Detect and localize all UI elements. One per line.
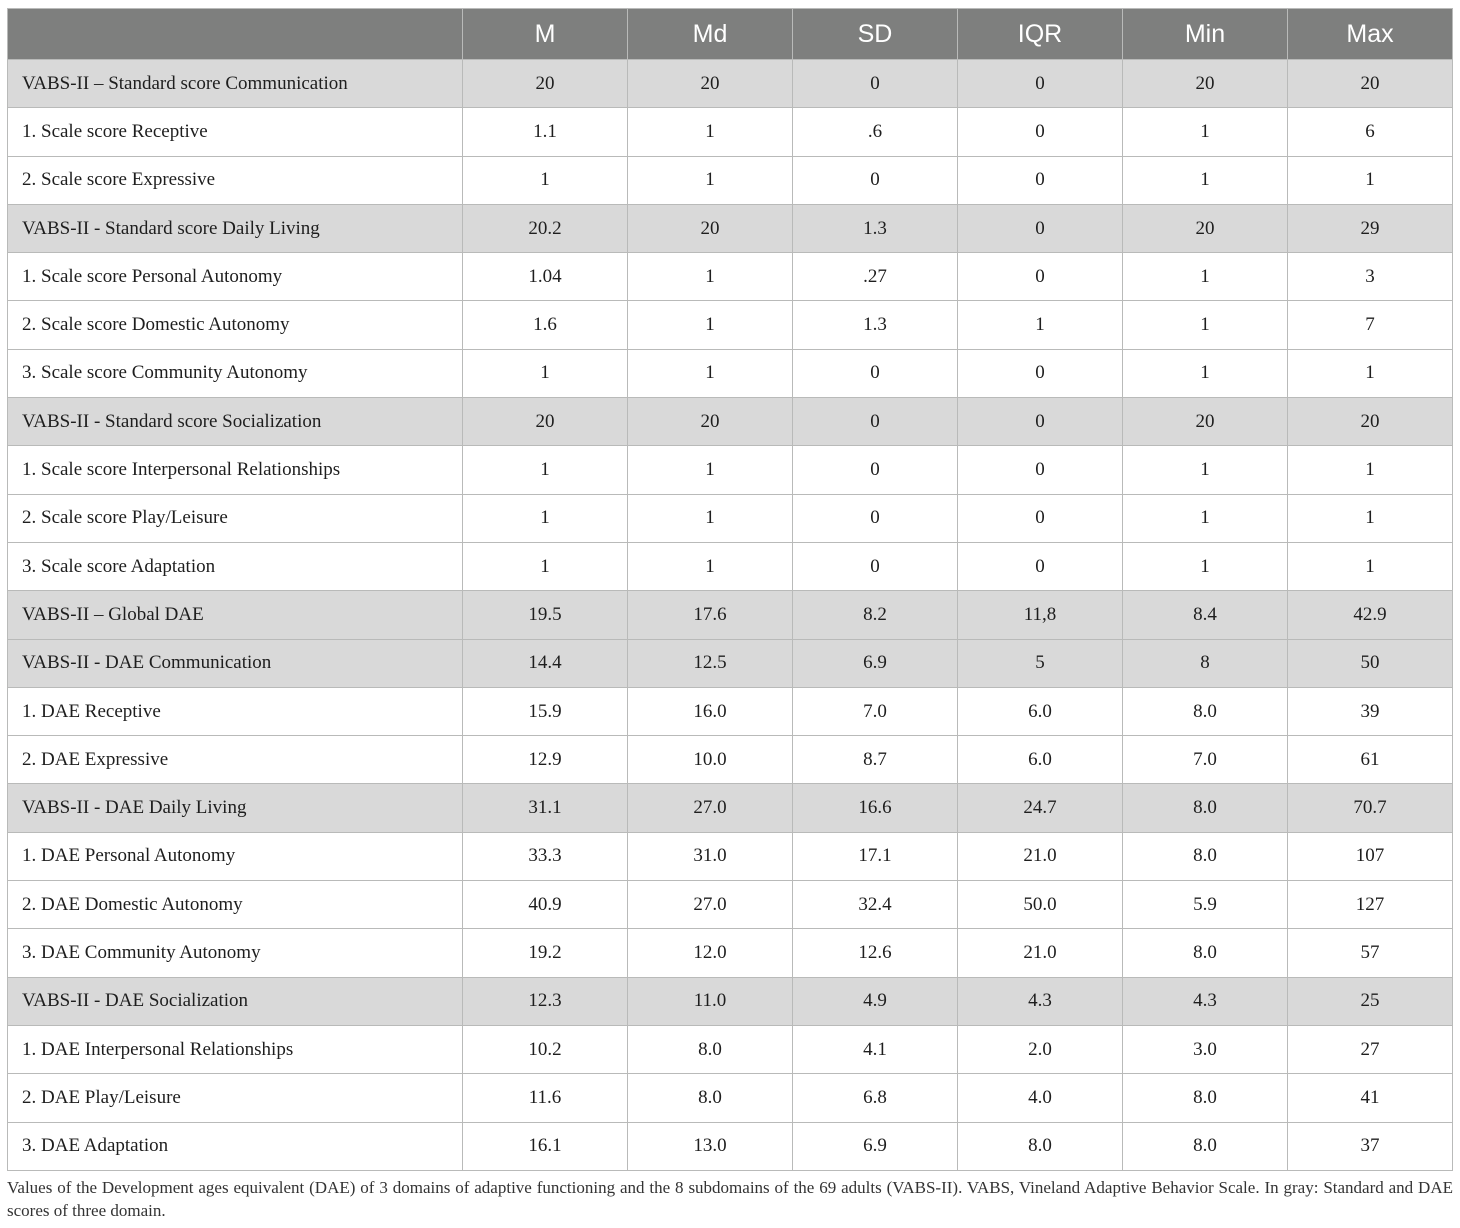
cell-m: 1 — [463, 349, 628, 397]
cell-m: 1 — [463, 446, 628, 494]
header-cell-max: Max — [1288, 9, 1453, 60]
table-container — [7, 8, 1453, 1171]
row-label: VABS-II - DAE Socialization — [8, 977, 463, 1025]
row-label: 2. DAE Expressive — [8, 736, 463, 784]
cell-iqr: 6.0 — [958, 687, 1123, 735]
cell-m: 40.9 — [463, 881, 628, 929]
cell-iqr: 0 — [958, 542, 1123, 590]
table-row — [8, 349, 1453, 397]
cell-iqr: 0 — [958, 108, 1123, 156]
cell-iqr: 4.0 — [958, 1074, 1123, 1122]
cell-min: 4.3 — [1123, 977, 1288, 1025]
cell-md: 1 — [628, 542, 793, 590]
row-label: 2. DAE Domestic Autonomy — [8, 881, 463, 929]
cell-sd: 8.2 — [793, 591, 958, 639]
cell-sd: 8.7 — [793, 736, 958, 784]
table-row — [8, 253, 1453, 301]
table-body — [8, 60, 1453, 1171]
cell-md: 1 — [628, 349, 793, 397]
row-label: VABS-II – Standard score Communication — [8, 60, 463, 108]
cell-sd: 0 — [793, 156, 958, 204]
cell-min: 3.0 — [1123, 1025, 1288, 1073]
cell-m: 12.9 — [463, 736, 628, 784]
header-row — [8, 9, 1453, 60]
cell-sd: 1.3 — [793, 301, 958, 349]
header-cell-min: Min — [1123, 9, 1288, 60]
cell-max: 107 — [1288, 832, 1453, 880]
cell-min: 1 — [1123, 301, 1288, 349]
cell-sd: 4.9 — [793, 977, 958, 1025]
row-label: 1. Scale score Personal Autonomy — [8, 253, 463, 301]
cell-min: 8 — [1123, 639, 1288, 687]
cell-sd: 0 — [793, 398, 958, 446]
table-row — [8, 687, 1453, 735]
cell-m: 12.3 — [463, 977, 628, 1025]
row-label: VABS-II – Global DAE — [8, 591, 463, 639]
cell-m: 20 — [463, 398, 628, 446]
cell-max: 70.7 — [1288, 784, 1453, 832]
row-label: 3. Scale score Community Autonomy — [8, 349, 463, 397]
table-row — [8, 301, 1453, 349]
row-label: 2. DAE Play/Leisure — [8, 1074, 463, 1122]
cell-min: 20 — [1123, 204, 1288, 252]
cell-min: 5.9 — [1123, 881, 1288, 929]
cell-max: 25 — [1288, 977, 1453, 1025]
table-row-domain — [8, 204, 1453, 252]
table-row — [8, 881, 1453, 929]
header-cell-label — [8, 9, 463, 60]
cell-md: 8.0 — [628, 1025, 793, 1073]
table-row-domain — [8, 60, 1453, 108]
cell-sd: 6.9 — [793, 639, 958, 687]
cell-md: 27.0 — [628, 784, 793, 832]
cell-min: 1 — [1123, 253, 1288, 301]
cell-iqr: 11,8 — [958, 591, 1123, 639]
cell-iqr: 0 — [958, 446, 1123, 494]
table-row — [8, 929, 1453, 977]
row-label: 2. Scale score Play/Leisure — [8, 494, 463, 542]
cell-iqr: 50.0 — [958, 881, 1123, 929]
header-cell-sd: SD — [793, 9, 958, 60]
cell-m: 20 — [463, 60, 628, 108]
cell-min: 8.4 — [1123, 591, 1288, 639]
cell-m: 14.4 — [463, 639, 628, 687]
cell-min: 1 — [1123, 349, 1288, 397]
cell-md: 20 — [628, 204, 793, 252]
cell-min: 8.0 — [1123, 687, 1288, 735]
cell-m: 10.2 — [463, 1025, 628, 1073]
cell-min: 1 — [1123, 156, 1288, 204]
cell-iqr: 0 — [958, 60, 1123, 108]
cell-max: 1 — [1288, 542, 1453, 590]
cell-m: 19.2 — [463, 929, 628, 977]
cell-min: 1 — [1123, 446, 1288, 494]
table-row — [8, 494, 1453, 542]
cell-sd: 7.0 — [793, 687, 958, 735]
row-label: 1. Scale score Receptive — [8, 108, 463, 156]
cell-min: 1 — [1123, 542, 1288, 590]
cell-md: 20 — [628, 398, 793, 446]
row-label: VABS-II - DAE Communication — [8, 639, 463, 687]
cell-md: 10.0 — [628, 736, 793, 784]
cell-iqr: 4.3 — [958, 977, 1123, 1025]
cell-md: 12.0 — [628, 929, 793, 977]
table-row — [8, 1074, 1453, 1122]
cell-sd: 4.1 — [793, 1025, 958, 1073]
table-row — [8, 156, 1453, 204]
cell-md: 1 — [628, 108, 793, 156]
cell-max: 29 — [1288, 204, 1453, 252]
cell-iqr: 0 — [958, 349, 1123, 397]
cell-max: 6 — [1288, 108, 1453, 156]
table-row-domain — [8, 398, 1453, 446]
cell-min: 8.0 — [1123, 832, 1288, 880]
cell-sd: 16.6 — [793, 784, 958, 832]
cell-m: 1 — [463, 494, 628, 542]
cell-md: 12.5 — [628, 639, 793, 687]
header-cell-md: Md — [628, 9, 793, 60]
cell-sd: 0 — [793, 349, 958, 397]
cell-sd: 12.6 — [793, 929, 958, 977]
table-row-domain — [8, 784, 1453, 832]
row-label: 3. DAE Adaptation — [8, 1122, 463, 1170]
table-row-domain — [8, 977, 1453, 1025]
cell-iqr: 6.0 — [958, 736, 1123, 784]
row-label: VABS-II - DAE Daily Living — [8, 784, 463, 832]
cell-min: 20 — [1123, 398, 1288, 446]
cell-md: 8.0 — [628, 1074, 793, 1122]
cell-iqr: 5 — [958, 639, 1123, 687]
row-label: 2. Scale score Expressive — [8, 156, 463, 204]
cell-sd: 6.9 — [793, 1122, 958, 1170]
cell-max: 1 — [1288, 446, 1453, 494]
row-label: 2. Scale score Domestic Autonomy — [8, 301, 463, 349]
table-row — [8, 1122, 1453, 1170]
cell-iqr: 0 — [958, 204, 1123, 252]
table-header — [8, 9, 1453, 60]
cell-max: 39 — [1288, 687, 1453, 735]
cell-iqr: 8.0 — [958, 1122, 1123, 1170]
table-row-domain — [8, 639, 1453, 687]
cell-max: 1 — [1288, 156, 1453, 204]
table-row — [8, 542, 1453, 590]
cell-max: 42.9 — [1288, 591, 1453, 639]
cell-sd: 0 — [793, 446, 958, 494]
cell-m: 31.1 — [463, 784, 628, 832]
cell-m: 11.6 — [463, 1074, 628, 1122]
cell-md: 11.0 — [628, 977, 793, 1025]
header-cell-m: M — [463, 9, 628, 60]
cell-sd: 6.8 — [793, 1074, 958, 1122]
row-label: 3. DAE Community Autonomy — [8, 929, 463, 977]
cell-md: 20 — [628, 60, 793, 108]
cell-iqr: 0 — [958, 494, 1123, 542]
cell-m: 1.04 — [463, 253, 628, 301]
cell-iqr: 24.7 — [958, 784, 1123, 832]
cell-min: 1 — [1123, 494, 1288, 542]
vabs-table — [7, 8, 1453, 1171]
row-label: 1. DAE Receptive — [8, 687, 463, 735]
cell-sd: 17.1 — [793, 832, 958, 880]
row-label: 1. DAE Interpersonal Relationships — [8, 1025, 463, 1073]
header-cell-iqr: IQR — [958, 9, 1123, 60]
cell-max: 3 — [1288, 253, 1453, 301]
cell-iqr: 0 — [958, 398, 1123, 446]
cell-iqr: 0 — [958, 253, 1123, 301]
cell-m: 33.3 — [463, 832, 628, 880]
cell-md: 13.0 — [628, 1122, 793, 1170]
table-caption: Values of the Development ages equivalent (DAE) of 3 domains of adaptive functioning and the 8 subdomains of the 69 adults (VABS-II). VABS, Vineland Adaptive Behavior Scale. In gray: Standard and DAE scores of three domain. — [7, 1178, 1453, 1220]
cell-sd: 1.3 — [793, 204, 958, 252]
cell-md: 1 — [628, 301, 793, 349]
cell-iqr: 21.0 — [958, 929, 1123, 977]
cell-min: 8.0 — [1123, 929, 1288, 977]
cell-max: 27 — [1288, 1025, 1453, 1073]
table-row — [8, 1025, 1453, 1073]
cell-max: 127 — [1288, 881, 1453, 929]
cell-md: 1 — [628, 494, 793, 542]
cell-m: 16.1 — [463, 1122, 628, 1170]
cell-max: 57 — [1288, 929, 1453, 977]
cell-max: 7 — [1288, 301, 1453, 349]
cell-max: 41 — [1288, 1074, 1453, 1122]
cell-iqr: 1 — [958, 301, 1123, 349]
cell-max: 50 — [1288, 639, 1453, 687]
cell-max: 1 — [1288, 494, 1453, 542]
cell-md: 1 — [628, 253, 793, 301]
row-label: VABS-II - Standard score Daily Living — [8, 204, 463, 252]
cell-m: 19.5 — [463, 591, 628, 639]
cell-sd: 0 — [793, 60, 958, 108]
table-row — [8, 736, 1453, 784]
cell-m: 1.1 — [463, 108, 628, 156]
table-row — [8, 446, 1453, 494]
cell-sd: 32.4 — [793, 881, 958, 929]
cell-sd: 0 — [793, 494, 958, 542]
cell-md: 31.0 — [628, 832, 793, 880]
cell-m: 1.6 — [463, 301, 628, 349]
row-label: VABS-II - Standard score Socialization — [8, 398, 463, 446]
cell-max: 37 — [1288, 1122, 1453, 1170]
cell-min: 8.0 — [1123, 1122, 1288, 1170]
cell-sd: .6 — [793, 108, 958, 156]
table-row — [8, 832, 1453, 880]
cell-md: 1 — [628, 446, 793, 494]
cell-md: 17.6 — [628, 591, 793, 639]
cell-md: 27.0 — [628, 881, 793, 929]
cell-min: 8.0 — [1123, 1074, 1288, 1122]
cell-min: 20 — [1123, 60, 1288, 108]
cell-iqr: 2.0 — [958, 1025, 1123, 1073]
cell-md: 1 — [628, 156, 793, 204]
row-label: 3. Scale score Adaptation — [8, 542, 463, 590]
cell-max: 20 — [1288, 398, 1453, 446]
cell-sd: .27 — [793, 253, 958, 301]
cell-iqr: 0 — [958, 156, 1123, 204]
cell-m: 1 — [463, 542, 628, 590]
cell-min: 1 — [1123, 108, 1288, 156]
cell-md: 16.0 — [628, 687, 793, 735]
cell-min: 8.0 — [1123, 784, 1288, 832]
cell-max: 61 — [1288, 736, 1453, 784]
row-label: 1. DAE Personal Autonomy — [8, 832, 463, 880]
cell-m: 15.9 — [463, 687, 628, 735]
table-row-domain — [8, 591, 1453, 639]
cell-m: 1 — [463, 156, 628, 204]
row-label: 1. Scale score Interpersonal Relationships — [8, 446, 463, 494]
cell-iqr: 21.0 — [958, 832, 1123, 880]
cell-max: 1 — [1288, 349, 1453, 397]
cell-m: 20.2 — [463, 204, 628, 252]
table-row — [8, 108, 1453, 156]
cell-sd: 0 — [793, 542, 958, 590]
cell-max: 20 — [1288, 60, 1453, 108]
cell-min: 7.0 — [1123, 736, 1288, 784]
